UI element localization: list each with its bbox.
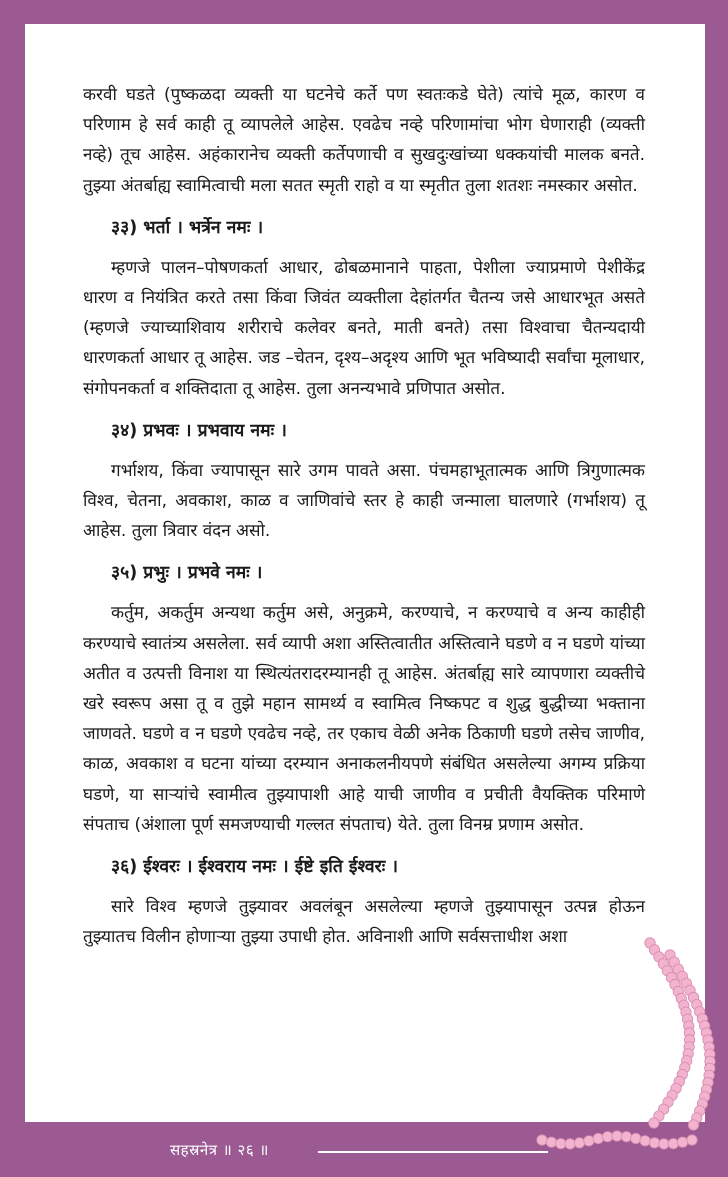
paragraph-ishwara: सारे विश्व म्हणजे तुझ्यावर अवलंबून असलेल्या म्हणजे तुझ्यापासून उत्पन्न होऊन तुझ्यातच विलीन होणाऱ्या तुझ्या उपाधी होत. अविनाशी आणि सर्वसत्ताधीश अशा: [83, 897, 645, 948]
paragraph-prabhava: गर्भाशय, किंवा ज्यापासून सारे उगम पावते असा. पंचमहाभूतात्मक आणि त्रिगुणात्मक विश्व, चेतना, अवकाश, काळ व जाणिवांचे स्तर हे काही जन्माला घालणारे (गर्भाशय) तू आहेस. तुला त्रिवार वंदन असो.: [83, 460, 645, 542]
bead: [704, 1042, 714, 1052]
bead: [705, 1063, 715, 1073]
bead: [704, 1070, 714, 1080]
heading-34-prabhava: ३४) प्रभवः । प्रभवाय नमः ।: [111, 420, 287, 441]
bead: [705, 1056, 715, 1066]
footer-page-label: सहस्रनेत्र ॥ २६ ॥: [170, 1141, 269, 1159]
paragraph-bharta: म्हणजे पालन–पोषणकर्ता आधार, ढोबळमानाने पाहता, पेशीला ज्याप्रमाणे पेशीकेंद्र धारण व नियंत्रित करते तसा किंवा जिवंत व्यक्तीला देहांतर्गत चैतन्य जसे आधारभूत असते (म्हणजे ज्याच्याशिवाय शरीराचे कलेवर बनते, माती बनते) तसा विश्वाचा चैतन्यदायी धारणकर्ता आधार तू आहेस. जड –चेतन, दृश्य–अदृश्य आणि भूत भविष्यादी सर्वांचा मूलाधार, संगोपनकर्ता व शक्तिदाता तू आहेस. तुला अनन्यभावे प्रणिपात असोत.: [83, 257, 645, 399]
heading-36-ishwara: ३६) ईश्वरः । ईश्वराय नमः । ईष्टे इति ईश्वरः ।: [111, 857, 399, 878]
footer-rule: [318, 1151, 548, 1153]
footer: [0, 1126, 728, 1177]
paragraph-prabhu: कर्तुम, अकर्तुम अन्यथा कर्तुम असे, अनुक्रमे, करण्याचे, न करण्याचे व अन्य काहीही करण्याचे स्वातंत्र्य असलेला. सर्व व्यापी अशा अस्तित्वातीत अस्तित्वाने घडणे व न घडणे यांच्या अतीत व उत्पत्ती विनाश या स्थित्यंतरादरम्यानही तू आहेस. अंतर्बाह्य सारे व्यापणारा व्यक्तीचे खरे स्वरूप असा तू व तुझे महान सामर्थ्य व स्वामित्व निष्कपट व शुद्ध बुद्धीच्या भक्ताना जाणवते. घडणे व न घडणे एवढेच नव्हे, तर एकाच वेळी अनेक ठिकाणी घडणे तसेच जाणीव, काळ, अवकाश व घटना यांच्या दरम्यान अनाकलनीयपणे संबंधित असलेल्या अगम्य प्रक्रिया घडणे, या साऱ्यांचे स्वामीत्व तुझ्यापाशी आहे याची जाणीव व प्रचीती वैयक्तिक परिमाणे संपताच (अंशाला पूर्ण समजण्याची गल्लत संपताच) येते. तुला विनम्र प्रणाम असोत.: [83, 603, 645, 835]
heading-33-bharta: ३३) भर्ता । भर्त्रेन नमः ।: [111, 217, 264, 238]
bead: [705, 1049, 715, 1059]
page-content: [83, 80, 645, 964]
paragraph-continuation: करवी घडते (पुष्कळदा व्यक्ती या घटनेचे कर्ते पण स्वतःकडे घेते) त्यांचे मूळ, कारण व परिणाम हे सर्व काही तू व्यापलेले आहेस. एवढेच नव्हे परिणामांचा भोग घेणाराही (व्यक्ती नव्हे) तूच आहेस. अहंकारानेच व्यक्ती कर्तेपणाची व सुखदुःखांच्या धक्कयांची मालक बनते. तुझ्या अंतर्बाह्य स्वामित्वाची मला सतत स्मृती राहो व या स्मृतीत तुला शतशः नमस्कार असोत.: [83, 85, 645, 196]
heading-35-prabhu: ३५) प्रभुः । प्रभवे नमः ।: [111, 563, 263, 584]
